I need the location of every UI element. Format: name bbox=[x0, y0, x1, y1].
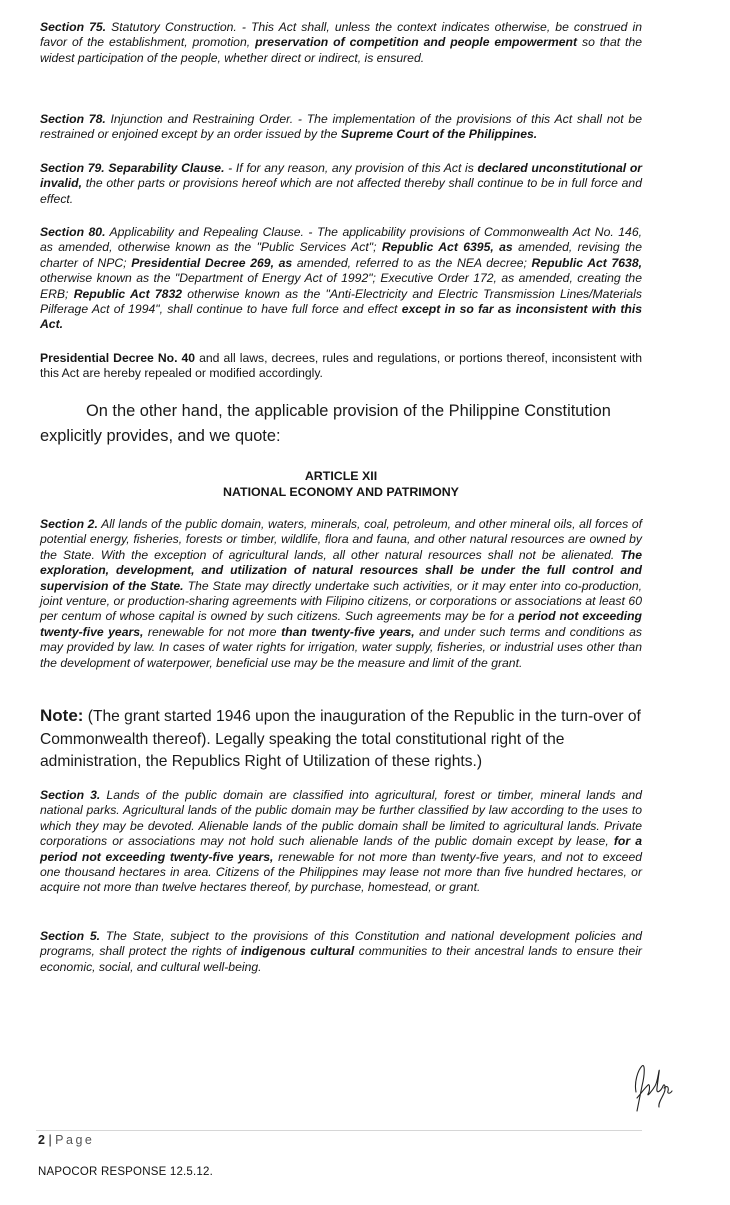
section-75-paragraph bbox=[40, 20, 642, 66]
section-80-text-3: amended, referred to as the NEA decree; bbox=[292, 255, 532, 270]
section-3-emphasis: for a period not exceeding twenty-five years, bbox=[40, 834, 642, 864]
section-79-text-1: - If for any reason, any provision of this Act is bbox=[224, 161, 478, 175]
section-5-text-2: communities to their ancestral lands to ensure their economic, social, and cultural well-being. bbox=[40, 944, 642, 974]
pd-40-paragraph bbox=[40, 351, 642, 382]
section-2-emphasis-3: than twenty-five years, bbox=[281, 624, 415, 639]
section-78-label: Section 78. bbox=[40, 112, 106, 126]
section-2-text-2: The State may directly undertake such activities, or it may enter into co-production, joint venture, or production-sharing agreements with Filipino citizens, or corporations or associations at least 60 per centum of whose capital is owned by such citizens. Such agreements may be for a bbox=[40, 578, 642, 624]
article-number: ARTICLE XII bbox=[304, 469, 378, 483]
section-2-text-1: All lands of the public domain, waters, minerals, coal, petroleum, and other mineral oils, all forces of potential energy, fisheries, forests or timber, wildlife, flora and fauna, and other natural resources are owned by the State. With the exception of agricultural lands, all other natural resources shall not be alienated. bbox=[40, 517, 642, 562]
article-title: NATIONAL ECONOMY AND PATRIMONY bbox=[223, 484, 459, 499]
section-3-text-2: renewable for not more than twenty-five years, and not to exceed one thousand hectares in area. Citizens of the Philippines may lease not more than five hundred hectares, or acquire not more than twelve hectares thereof, by purchase, homestead, or grant. bbox=[40, 849, 643, 895]
section-3-paragraph bbox=[40, 788, 642, 896]
section-80-text-4: otherwise known as the "Department of Energy Act of 1992"; Executive Order 172, as amended, creating the ERB; bbox=[40, 271, 642, 301]
section-75-emphasis: preservation of competition and people empowerment bbox=[255, 35, 578, 50]
section-80-text-1: Applicability and Repealing Clause. - The applicability provisions of Commonwealth Act No. 146, as amended, otherwise known as the "Public Services Act"; bbox=[40, 225, 642, 255]
footer-reference: NAPOCOR RESPONSE 12.5.12. bbox=[38, 1166, 214, 1178]
section-80-text-5: otherwise known as the "Anti-Electricity and Electric Transmission Lines/Materials Pilferage Act of 1994", shall continue to have full force and effect bbox=[40, 286, 642, 317]
page-number-separator: | bbox=[48, 1133, 52, 1147]
section-78-text-1: Injunction and Restraining Order. - The implementation of the provisions of this Act shall not be restrained or enjoined except by an order issued by the bbox=[40, 112, 642, 142]
section-80-emphasis-2: Presidential Decree 269, as bbox=[131, 255, 293, 270]
section-80-text-2: amended, revising the charter of NPC; bbox=[40, 240, 642, 270]
section-79-text-2: the other parts or provisions hereof which are not affected thereby shall continue to be in full force and effect. bbox=[40, 176, 642, 206]
page-number-value: 2 bbox=[38, 1133, 45, 1147]
section-75-text-1: Statutory Construction. - This Act shall, unless the context indicates otherwise, be construed in favor of the establishment, promotion, bbox=[40, 20, 642, 50]
section-80-label: Section 80. bbox=[40, 225, 106, 239]
section-3-text-1: Lands of the public domain are classified into agricultural, forest or timber, mineral lands and national parks. Agricultural lands of the public domain may be further classified by law according to the uses to which they may be devoted. Alienable lands of the public domain shall be limited to agricultural lands. Private corporations or associations may not hold such alienable lands of the public domain except by lease, bbox=[40, 788, 642, 849]
pd-40-text: and all laws, decrees, rules and regulations, or portions thereof, inconsistent with this Act are hereby repealed or modified accordingly. bbox=[40, 351, 642, 381]
note-text: (The grant started 1946 upon the inauguration of the Republic in the turn-over of Commonwealth thereof). Legally speaking the total constitutional right of the administration, the Republics Right of Utilization of these rights.) bbox=[40, 708, 641, 770]
section-78-emphasis: Supreme Court of the Philippines. bbox=[340, 127, 538, 142]
section-2-text-3: renewable for not more bbox=[143, 624, 282, 639]
section-80-emphasis-1: Republic Act 6395, as bbox=[381, 240, 513, 255]
article-heading bbox=[40, 469, 642, 500]
section-5-text-1: The State, subject to the provisions of this Constitution and national development policies and programs, shall protect the rights of bbox=[40, 929, 642, 959]
section-75-text-2: so that the widest participation of the people, whether direct or indirect, is ensured. bbox=[40, 35, 643, 65]
pd-40-label: Presidential Decree No. 40 bbox=[40, 351, 196, 365]
page-word: Page bbox=[55, 1133, 95, 1147]
section-5-paragraph bbox=[40, 929, 642, 975]
section-3-label: Section 3. bbox=[40, 788, 101, 802]
section-2-emphasis-2: period not exceeding twenty-five years, bbox=[40, 609, 642, 639]
section-75-label: Section 75. bbox=[40, 20, 107, 34]
section-5-emphasis: indigenous cultural bbox=[240, 944, 355, 959]
section-5-label: Section 5. bbox=[40, 929, 100, 943]
section-79-paragraph bbox=[40, 161, 642, 207]
section-2-paragraph bbox=[40, 517, 642, 671]
section-79-emphasis: declared unconstitutional or invalid, bbox=[40, 161, 643, 191]
footer-divider bbox=[36, 1130, 642, 1131]
note-paragraph bbox=[40, 705, 652, 774]
section-2-label: Section 2. bbox=[40, 517, 98, 531]
page-number bbox=[38, 1133, 94, 1147]
section-79-label: Section 79. Separability Clause. bbox=[40, 161, 225, 175]
section-2-emphasis-1: The exploration, development, and utilization of natural resources shall be under the full control and supervision of the State. bbox=[40, 547, 642, 593]
note-label: Note: bbox=[40, 706, 84, 725]
section-80-paragraph bbox=[40, 225, 642, 333]
intro-paragraph: On the other hand, the applicable provision of the Philippine Constitution explicitly provides, and we quote: bbox=[40, 402, 611, 445]
section-80-emphasis-5: except in so far as inconsistent with this Act. bbox=[40, 302, 642, 332]
section-80-emphasis-3: Republic Act 7638, bbox=[531, 255, 643, 270]
section-78-paragraph bbox=[40, 112, 642, 143]
handwritten-signature-icon bbox=[628, 1058, 674, 1114]
section-2-text-4: and under such terms and conditions as may provided by law. In cases of water rights for irrigation, water supply, fisheries, or industrial uses other than the development of waterpower, beneficial use may be the measure and limit of the grant. bbox=[40, 624, 642, 670]
section-80-emphasis-4: Republic Act 7832 bbox=[73, 286, 183, 301]
